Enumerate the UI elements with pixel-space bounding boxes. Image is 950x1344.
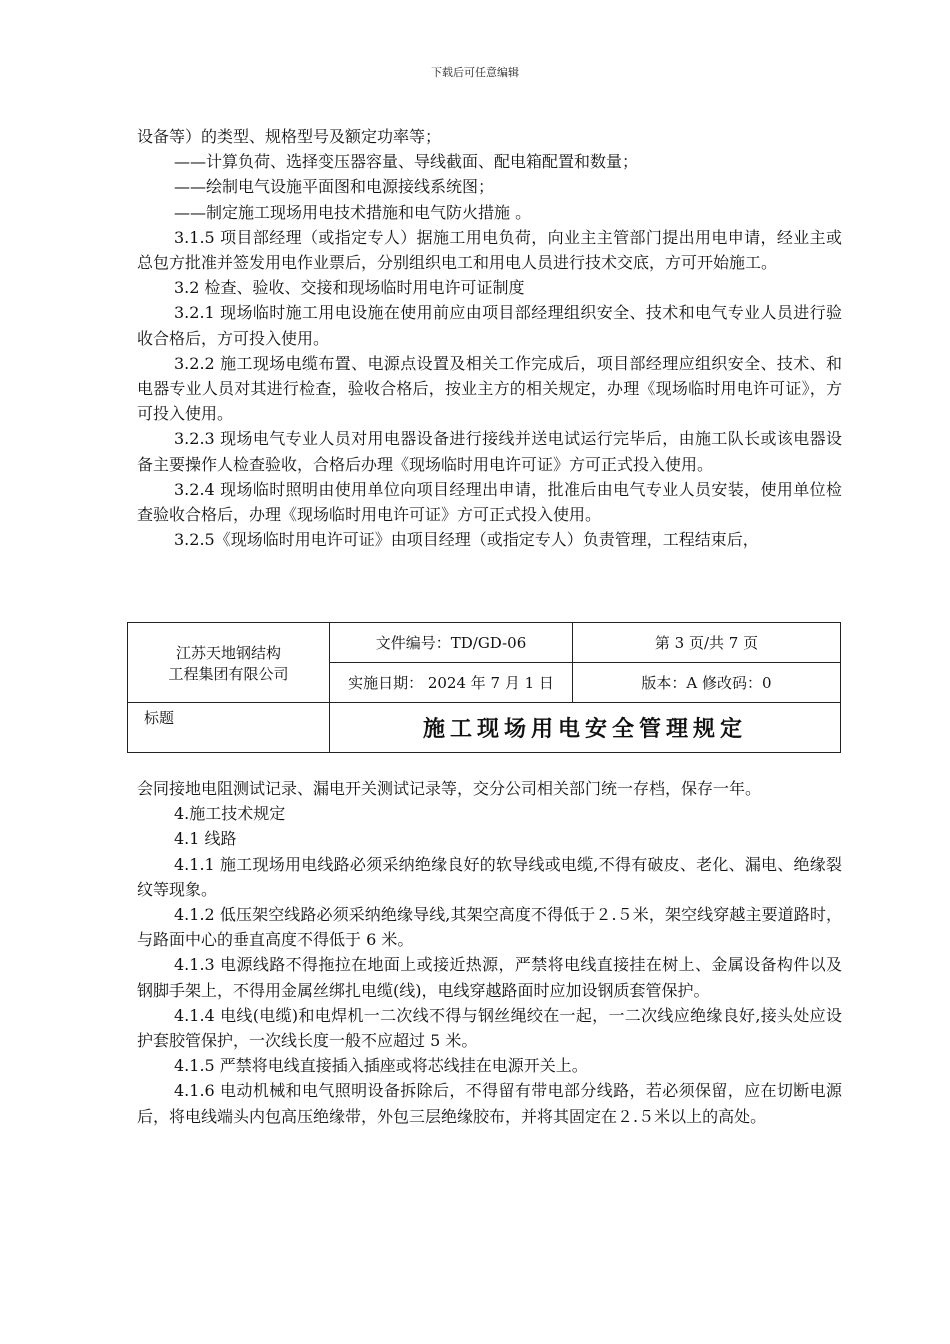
paragraph: 3.2.4 现场临时照明由使用单位向项目经理出申请，批准后由电气专业人员安装，使用单位检查验收合格后，办理《现场临时用电许可证》方可正式投入使用。 — [137, 479, 842, 525]
title-label-cell: 标题 — [128, 703, 330, 753]
paragraph: 4.1.1 施工现场用电线路必须采纳绝缘良好的软导线或电缆,不得有破皮、老化、漏电、绝缘裂纹等现象。 — [137, 854, 842, 899]
paragraph: 3.2.5《现场临时用电许可证》由项目经理（或指定专人）负责管理，工程结束后， — [174, 530, 759, 550]
paragraph: 3.2.3 现场电气专业人员对用电器设备进行接线并送电试运行完毕后，由施工队长或该电器设备主要操作人检查验收，合格后办理《现场临时用电许可证》方可正式投入使用。 — [137, 429, 842, 474]
page-header: 下载后可任意编辑 — [431, 66, 519, 79]
company-name-cell — [128, 623, 330, 703]
company-name-line2: 工程集团有限公司 — [168, 664, 289, 683]
paragraph: 4.施工技术规定 — [174, 804, 286, 824]
paragraph: 4.1.2 低压架空线路必须采纳绝缘导线,其架空高度不得低于２.５米，架空线穿越主要道路时，与路面中心的垂直高度不得低于 6 米。 — [137, 905, 842, 950]
paragraph: ——制定施工现场用电技术措施和电气防火措施 。 — [174, 202, 532, 222]
document-header-table — [127, 622, 841, 753]
document-title: 施工现场用电安全管理规定 — [330, 703, 841, 753]
paragraph: 4.1.3 电源线路不得拖拉在地面上或接近热源，严禁将电线直接挂在树上、金属设备构件以及钢脚手架上，不得用金属丝绑扎电缆(线)，电线穿越路面时应加设钢质套管保护。 — [137, 955, 842, 1000]
paragraph: 3.2 检查、验收、交接和现场临时用电许可证制度 — [174, 278, 525, 298]
doc-number-cell: 文件编号：TD/GD-06 — [330, 623, 573, 663]
paragraph: 4.1.6 电动机械和电气照明设备拆除后，不得留有带电部分线路，若必须保留，应在切断电源后，将电线端头内包高压绝缘带，外包三层绝缘胶布，并将其固定在２.５米以上的高处。 — [137, 1081, 842, 1126]
paragraph: 3.2.2 施工现场电缆布置、电源点设置及相关工作完成后，项目部经理应组织安全、技术、和电器专业人员对其进行检查，验收合格后，按业主方的相关规定，办理《现场临时用电许可证》，方可投入使用。 — [137, 353, 842, 424]
paragraph: 3.1.5 项目部经理（或指定专人）据施工用电负荷，向业主主管部门提出用电申请，经业主或总包方批准并签发用电作业票后，分别组织电工和用电人员进行技术交底，方可开始施工。 — [137, 227, 842, 273]
paragraph: ——计算负荷、选择变压器容量、导线截面、配电箱配置和数量； — [174, 152, 639, 172]
effective-date-cell: 实施日期： 2024 年 7 月 1 日 — [330, 663, 573, 703]
paragraph: 会同接地电阻测试记录、漏电开关测试记录等，交分公司相关部门统一存档，保存一年。 — [137, 779, 762, 798]
paragraph: 4.1.4 电线(电缆)和电焊机一二次线不得与钢丝绳绞在一起，一二次线应绝缘良好,接头处应设护套胶管保护，一次线长度一般不应超过 5 米。 — [137, 1005, 842, 1051]
paragraph: 4.1.5 严禁将电线直接插入插座或将芯线挂在电源开关上。 — [174, 1056, 588, 1076]
page-info-cell: 第 3 页/共 7 页 — [573, 623, 841, 663]
paragraph: 设备等）的类型、规格型号及额定功率等； — [137, 127, 442, 146]
company-name-line1: 江苏天地钢结构 — [175, 643, 281, 662]
paragraph: 4.1 线路 — [174, 829, 237, 849]
paragraph: ——绘制电气设施平面图和电源接线系统图； — [174, 177, 495, 197]
version-cell: 版本：A 修改码：0 — [573, 663, 841, 703]
paragraph: 3.2.1 现场临时施工用电设施在使用前应由项目部经理组织安全、技术和电气专业人员进行验收合格后，方可投入使用。 — [137, 303, 842, 348]
body-text-bottom — [137, 776, 842, 1129]
body-text-top — [137, 124, 842, 552]
